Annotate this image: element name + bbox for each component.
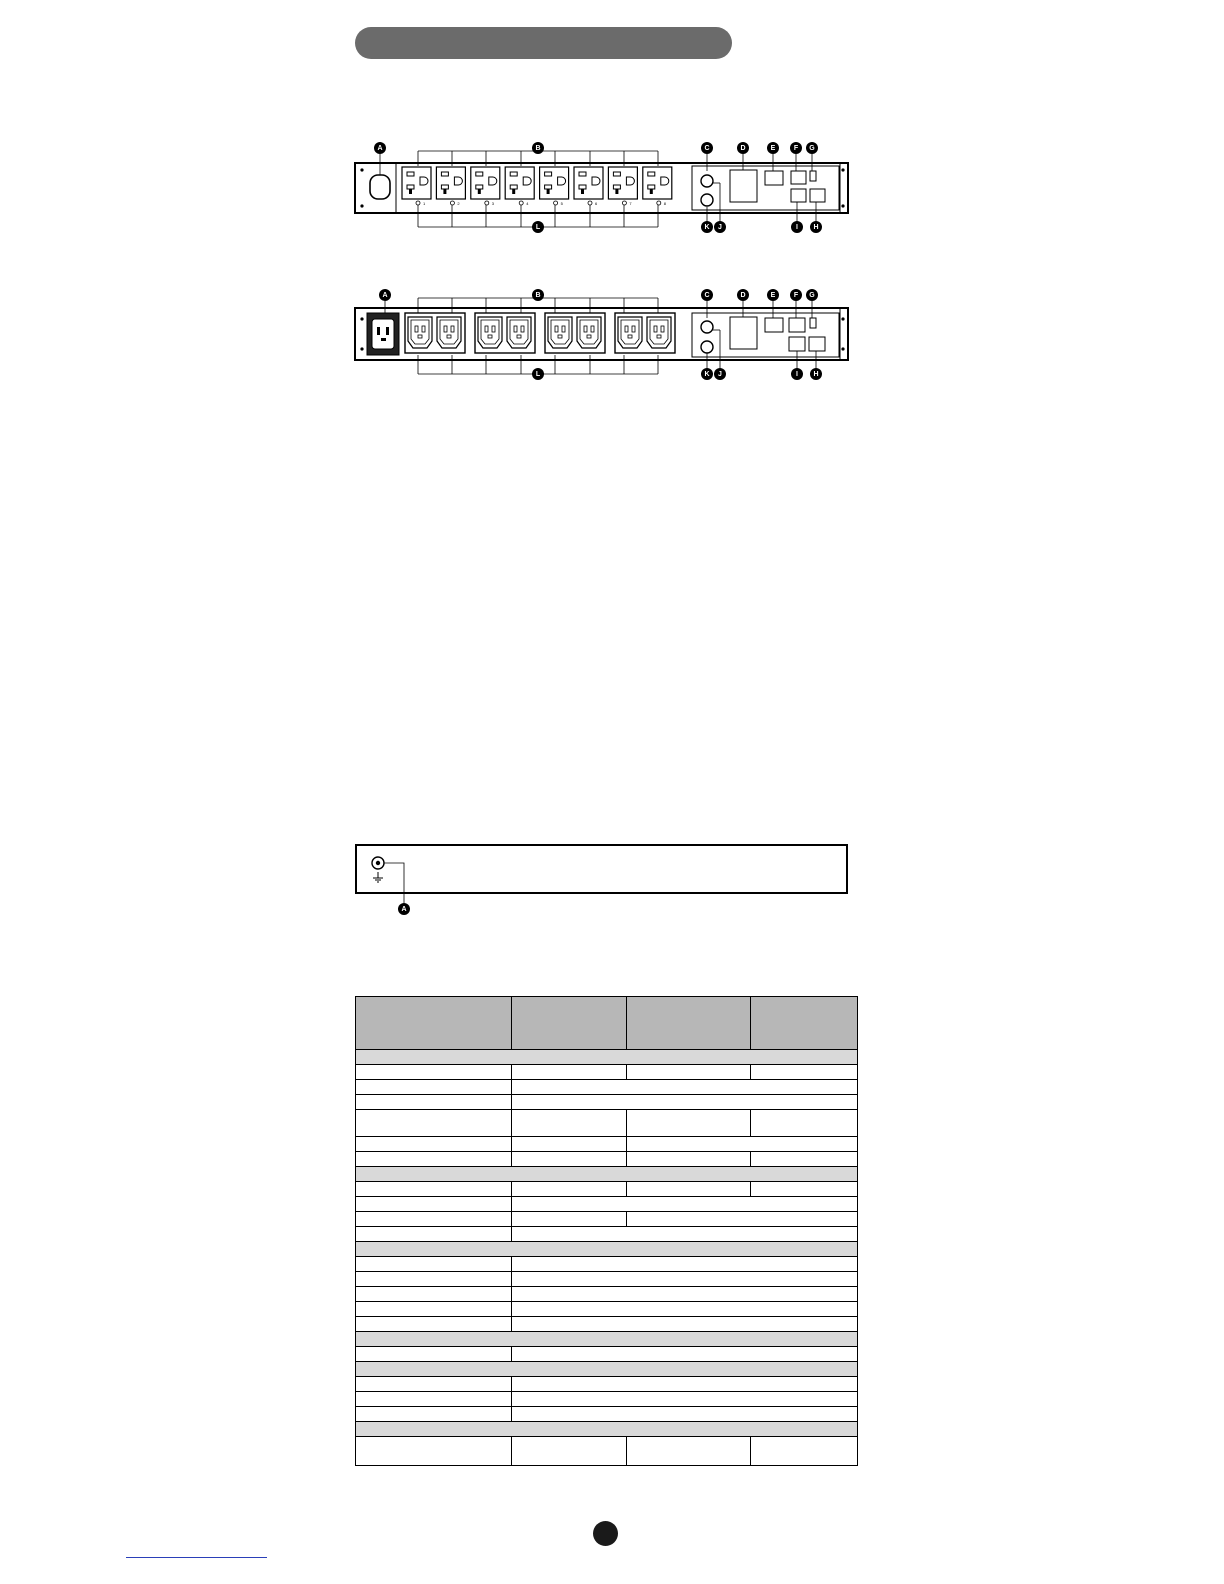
callout-h [810,221,822,233]
iec-outlet-block [615,313,675,353]
svg-text:F: F [793,292,799,299]
svg-text:I: I [796,224,798,231]
table-section-row [356,1422,858,1437]
callout-g [806,289,818,301]
svg-text:B: B [535,292,541,299]
table-row [356,1407,858,1422]
specification-table [355,996,858,1466]
callout-k [701,368,713,380]
outlet-number-label: 7 [629,201,632,206]
callout-d [737,289,749,301]
callout-b [532,289,544,301]
svg-text:K: K [704,224,710,231]
table-row [356,1080,858,1095]
table-row [356,1317,858,1332]
table-row [356,1065,858,1080]
svg-text:D: D [740,292,746,299]
iec-outlet-block [405,313,465,353]
table-row [356,1212,858,1227]
callout-i [791,368,803,380]
svg-text:L: L [535,224,541,231]
callout-j [714,221,726,233]
callout-b [532,142,544,154]
table-row [356,1257,858,1272]
callout-l [532,368,544,380]
table-row [356,1152,858,1167]
svg-text:E: E [770,292,776,299]
table-row [356,1377,858,1392]
table-row [356,1437,858,1466]
outlet-number-label: 2 [457,201,460,206]
table-row [356,1197,858,1212]
svg-text:G: G [809,145,815,152]
table-section-row [356,1167,858,1182]
callout-e [767,289,779,301]
outlet-number-label: 4 [526,201,529,206]
callout-a [379,289,391,301]
footer-link-underline[interactable] [126,1557,267,1558]
outlet-number-label: 8 [663,201,667,206]
svg-text:K: K [704,371,710,378]
table-row [356,1137,858,1152]
callout-g [806,142,818,154]
outlet-number-label: 1 [423,201,426,206]
front-panel-iec-diagram [340,283,860,383]
outlet-number-label: 3 [491,201,495,206]
callout-c [701,142,713,154]
callout-a [374,142,386,154]
callout-l [532,221,544,233]
svg-text:G: G [809,292,815,299]
outlet-number-label: 5 [560,201,563,206]
callout-f [790,142,802,154]
svg-text:J: J [718,224,722,231]
svg-text:A: A [382,292,388,299]
section-header-bar [355,27,732,59]
table-row [356,1110,858,1137]
svg-text:B: B [535,145,541,152]
table-section-row [356,1332,858,1347]
table-row [356,1302,858,1317]
table-row [356,1227,858,1242]
callout-i [791,221,803,233]
iec-outlet-block [545,313,605,353]
page-number-marker [593,1521,618,1546]
svg-text:J: J [718,371,722,378]
table-row [356,1095,858,1110]
svg-text:F: F [793,145,799,152]
svg-text:C: C [704,145,710,152]
table-row [356,1392,858,1407]
callout-j [714,368,726,380]
callout-c [701,289,713,301]
table-row [356,1347,858,1362]
svg-text:A: A [377,145,383,152]
svg-text:C: C [704,292,710,299]
svg-text:D: D [740,145,746,152]
callout-f [790,289,802,301]
table-row [356,1182,858,1197]
table-row [356,1287,858,1302]
svg-text:I: I [796,371,798,378]
table-row [356,1272,858,1287]
svg-text:H: H [813,224,819,231]
svg-text:H: H [813,371,819,378]
svg-text:L: L [535,371,541,378]
callout-e [767,142,779,154]
rear-panel-diagram [340,840,860,920]
callout-d [737,142,749,154]
outlet-number-label: 6 [595,201,598,206]
callout-h [810,368,822,380]
iec-outlet-block [475,313,535,353]
table-section-row [356,1362,858,1377]
table-section-row [356,1242,858,1257]
callout-k [701,221,713,233]
table-header-row [356,997,858,1050]
svg-text:A: A [401,906,407,913]
svg-text:E: E [770,145,776,152]
callout-a [398,903,410,915]
front-panel-nema-diagram [340,135,860,235]
table-section-row [356,1050,858,1065]
